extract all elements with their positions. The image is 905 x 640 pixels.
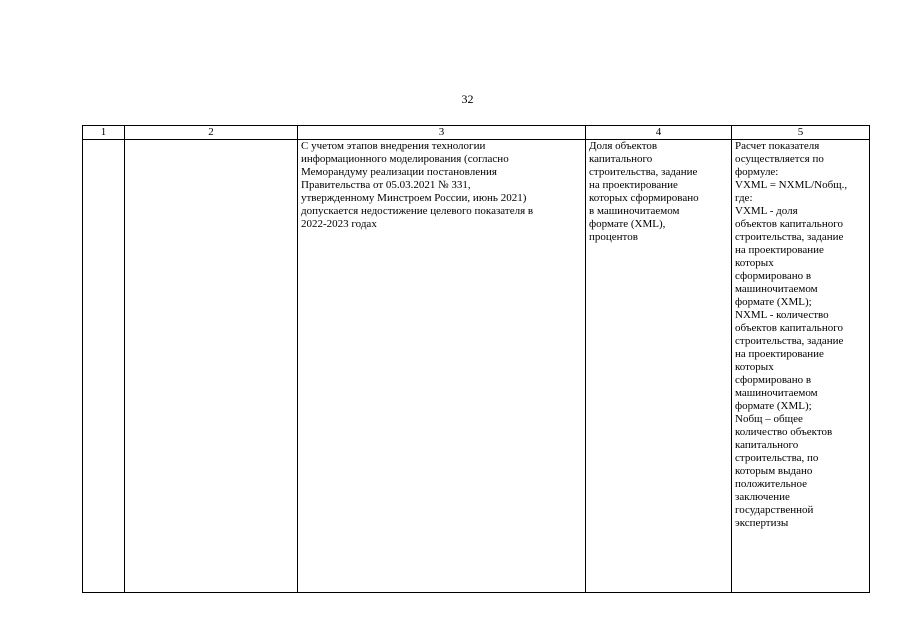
page-number: 32	[461, 92, 474, 106]
table-row	[83, 140, 870, 593]
column-header-5: 5	[732, 126, 870, 140]
column-header-2: 2	[125, 126, 298, 140]
table-header-row	[83, 126, 870, 140]
document-table	[82, 125, 870, 593]
cell-calculation-method: Расчет показателя осуществляется по формуле: VXML = NXML/Nобщ., где: VXML - доля объектов капитального строительства, задание на проектирование которых сформировано в машиночитаемом формате (XML); NXML - количество объектов капитального строительства, задание на проектирование которых сформировано в машиночитаемом формате (XML); Nобщ – общее количество объектов капитального строительства, по которым выдано положительное заключение государственной экспертизы	[732, 140, 870, 593]
cell-col-1	[83, 140, 125, 593]
cell-note: С учетом этапов внедрения технологии информационного моделирования (согласно Меморандуму реализации постановления Правительства от 05.03.2021 № 331, утвержденному Минстроем России, июнь 2021) допускается недостижение целевого показателя в 2022-2023 годах	[298, 140, 586, 593]
cell-col-2	[125, 140, 298, 593]
column-header-3: 3	[298, 126, 586, 140]
cell-indicator-name: Доля объектов капитального строительства, задание на проектирование которых сформировано в машиночитаемом формате (XML), процентов	[586, 140, 732, 593]
column-header-1: 1	[83, 126, 125, 140]
column-header-4: 4	[586, 126, 732, 140]
